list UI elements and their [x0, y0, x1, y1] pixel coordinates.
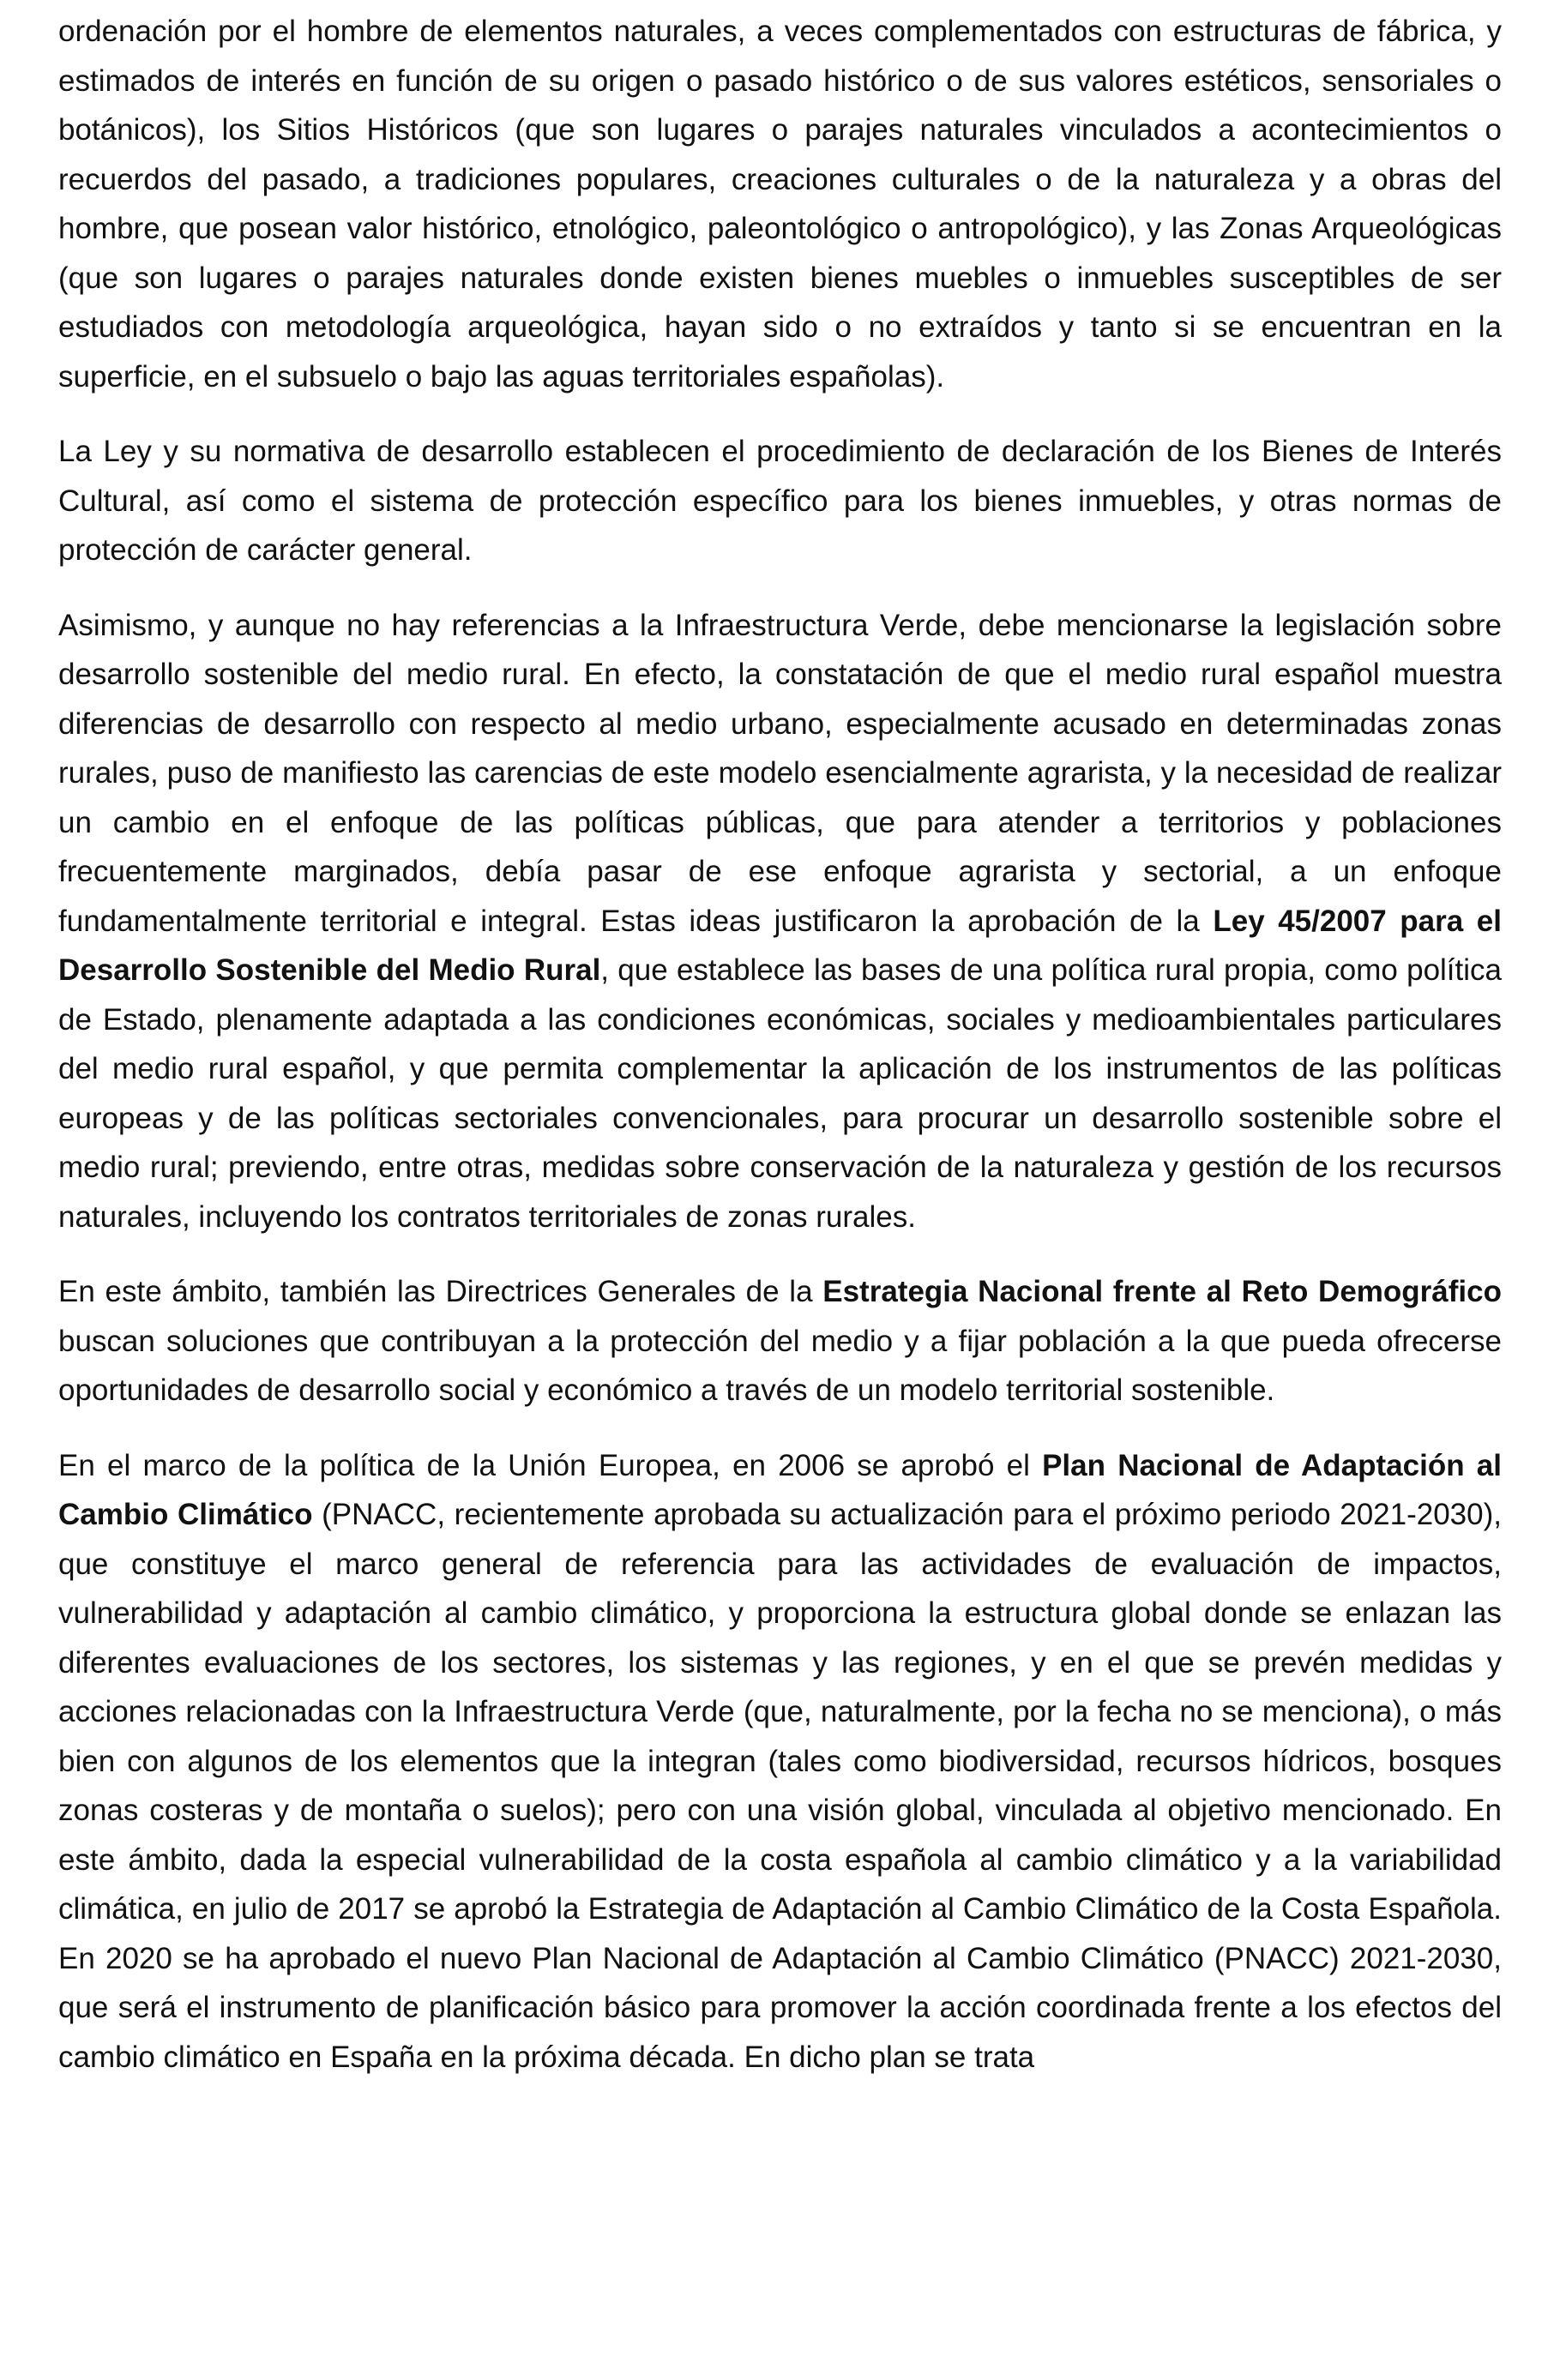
paragraph-text: En este ámbito, también las Directrices Generales de la [58, 1275, 823, 1308]
paragraph-bienes-culturales [58, 7, 1502, 401]
bold-strategy-reference: Estrategia Nacional frente al Reto Demográfico [822, 1275, 1502, 1308]
paragraph-text: ordenación por el hombre de elementos naturales, a veces complementados con estructuras de fábrica, y estimados de interés en función de su origen o pasado histórico o de sus valores estéticos, sensoriales o botánicos), los Sitios Históricos (que son lugares o parajes naturales vinculados a acontecimientos o recuerdos del pasado, a tradiciones populares, creaciones culturales o de la naturaleza y a obras del hombre, que posean valor histórico, etnológico, paleontológico o antropológico), y las Zonas Arqueológicas (que son lugares o parajes naturales donde existen bienes muebles o inmuebles susceptibles de ser estudiados con metodología arqueológica, hayan sido o no extraídos y tanto si se encuentran en la superficie, en el subsuelo o bajo las aguas territoriales españolas). [58, 15, 1502, 394]
paragraph-ley-normativa [58, 427, 1502, 575]
paragraph-text: buscan soluciones que contribuyan a la protección del medio y a fijar población a la que pueda ofrecerse oportunidades de desarrollo social y económico a través de un modelo territorial sostenible. [58, 1324, 1502, 1407]
paragraph-text: , que establece las bases de una política rural propia, como política de Estado, plenamente adaptada a las condiciones económicas, sociales y medioambientales particulares del medio rural español, y que permita complementar la aplicación de los instrumentos de las políticas europeas y de las políticas sectoriales convencionales, para procurar un desarrollo sostenible sobre el medio rural; previendo, entre otras, medidas sobre conservación de la naturaleza y gestión de los recursos naturales, incluyendo los contratos territoriales de zonas rurales. [58, 953, 1502, 1234]
paragraph-reto-demografico [58, 1267, 1502, 1415]
bold-plan-reference: Plan Nacional de Adaptación al Cambio Climático [58, 1448, 1502, 1531]
document-page [58, 7, 1502, 2107]
paragraph-text: La Ley y su normativa de desarrollo establecen el procedimiento de declaración de los Bienes de Interés Cultural, así como el sistema de protección específico para los bienes inmuebles, y otras normas de protección de carácter general. [58, 435, 1502, 567]
paragraph-medio-rural [58, 601, 1502, 1242]
paragraph-cambio-climatico [58, 1441, 1502, 2082]
paragraph-text: Asimismo, y aunque no hay referencias a la Infraestructura Verde, debe mencionarse la legislación sobre desarrollo sostenible del medio rural. En efecto, la constatación de que el medio rural español muestra diferencias de desarrollo con respecto al medio urbano, especialmente acusado en determinadas zonas rurales, puso de manifiesto las carencias de este modelo esencialmente agrarista, y la necesidad de realizar un cambio en el enfoque de las políticas públicas, que para atender a territorios y poblaciones frecuentemente marginados, debía pasar de ese enfoque agrarista y sectorial, a un enfoque fundamentalmente territorial e integral. Estas ideas justificaron la aprobación de la [58, 608, 1502, 938]
bold-law-reference: Ley 45/2007 para el Desarrollo Sostenible del Medio Rural [58, 904, 1502, 987]
paragraph-text: En el marco de la política de la Unión Europea, en 2006 se aprobó el [58, 1448, 1043, 1482]
paragraph-text: (PNACC, recientemente aprobada su actualización para el próximo periodo 2021-2030), que constituye el marco general de referencia para las actividades de evaluación de impactos, vulnerabilidad y adaptación al cambio climático, y proporciona la estructura global donde se enlazan las diferentes evaluaciones de los sectores, los sistemas y las regiones, y en el que se prevén medidas y acciones relacionadas con la Infraestructura Verde (que, naturalmente, por la fecha no se menciona), o más bien con algunos de los elementos que la integran (tales como biodiversidad, recursos hídricos, bosques zonas costeras y de montaña o suelos); pero con una visión global, vinculada al objetivo mencionado. En este ámbito, dada la especial vulnerabilidad de la costa española al cambio climático y a la variabilidad climática, en julio de 2017 se aprobó la Estrategia de Adaptación al Cambio Climático de la Costa Española. En 2020 se ha aprobado el nuevo Plan Nacional de Adaptación al Cambio Climático (PNACC) 2021-2030, que será el instrumento de planificación básico para promover la acción coordinada frente a los efectos del cambio climático en España en la próxima década. En dicho plan se trata [58, 1498, 1502, 2074]
